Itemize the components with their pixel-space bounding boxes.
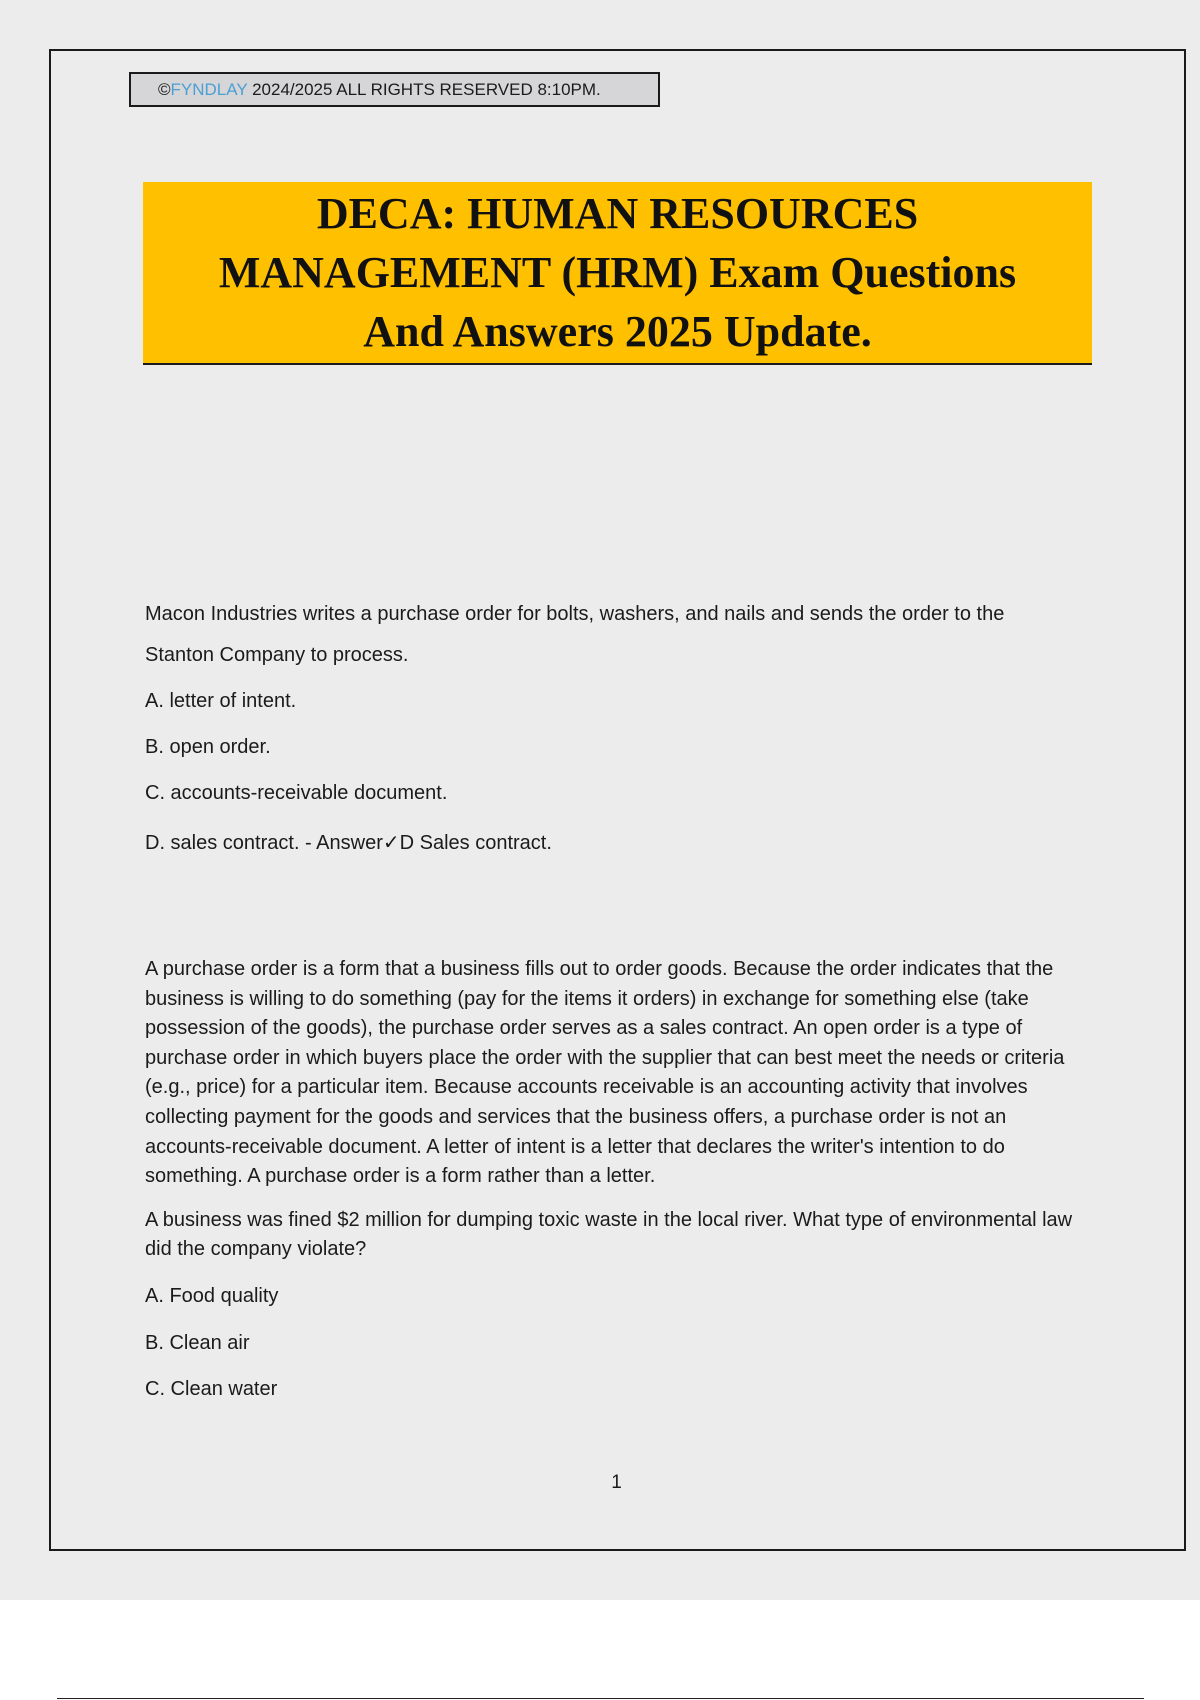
option-a: A. letter of intent. (145, 690, 297, 712)
option-c: C. accounts-receivable document. (145, 782, 448, 804)
question-1-stem-continued: Stanton Company to process. (145, 644, 409, 666)
question-1-stem: Macon Industries writes a purchase order for bolts, washers, and nails and sends the order to the (145, 603, 1005, 625)
title-line-1: DECA: HUMAN RESOURCES (316, 189, 919, 238)
page-number: 1 (611, 1472, 622, 1493)
question-2-option-c: C. Clean water (145, 1378, 278, 1401)
answer-explanation-block (145, 955, 1095, 1405)
copyright-symbol: © (158, 80, 171, 99)
rights-text: 2024/2025 ALL RIGHTS RESERVED 8:10PM. (247, 80, 601, 99)
brand-name: FYNDLAY (170, 80, 248, 99)
option-b: B. open order. (145, 736, 271, 758)
copyright-notice (129, 72, 660, 107)
footer-divider (57, 1698, 1144, 1699)
question-2-option-b: B. Clean air (145, 1331, 250, 1354)
question-2-stem: A business was fined $2 million for dumping toxic waste in the local river. What type of environmental law did the company violate? (145, 1208, 1073, 1261)
title-line-3: And Answers 2025 Update. (363, 307, 872, 356)
option-d-answer: D. sales contract. - Answer✓D Sales contract. (145, 832, 552, 854)
title-line-2: MANAGEMENT (HRM) Exam Questions (218, 248, 1017, 297)
question-1 (145, 600, 1095, 858)
question-2-option-a: A. Food quality (145, 1284, 279, 1307)
title-banner (143, 182, 1092, 365)
answer-explanation: A purchase order is a form that a business fills out to order goods. Because the order indicates that the business is willing to do something (pay for the items it orders) in exchange for something else (take possession of the goods), the purchase order serves as a sales contract. An open order is a type of purchase order in which buyers place the order with the supplier that can best meet the needs or criteria (e.g., price) for a particular item. Because accounts receivable is an accounting activity that involves collecting payment for the goods and services that the business offers, a purchase order is not an accounts-receivable document. A letter of intent is a letter that declares the writer's intention to do something. A purchase order is a form rather than a letter. (145, 958, 1065, 1188)
